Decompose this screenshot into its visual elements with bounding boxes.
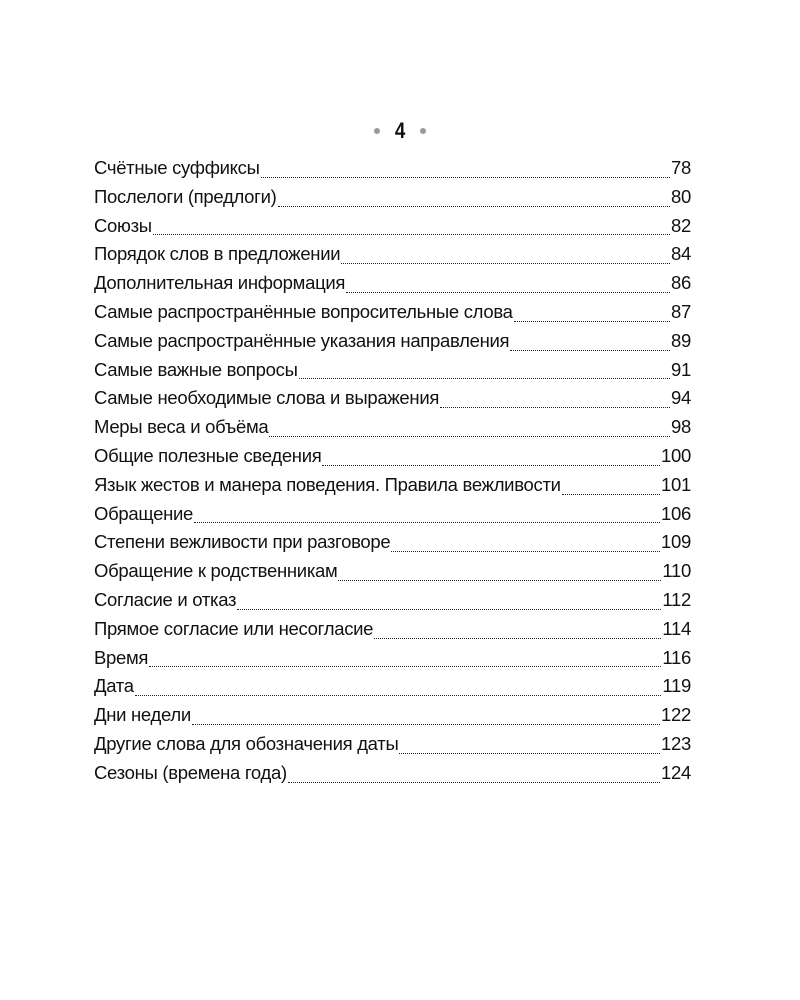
- toc-entry-page-number: 106: [661, 502, 691, 524]
- toc-entry: [94, 215, 691, 244]
- toc-entry-page-number: 91: [671, 358, 691, 380]
- toc-entry-title: Время: [94, 646, 149, 668]
- toc-dot-leader: [278, 205, 671, 207]
- toc-dot-leader: [562, 493, 660, 495]
- toc-entry-title: Счётные суффиксы: [94, 157, 260, 178]
- toc-entry: [94, 445, 691, 474]
- toc-dot-leader: [440, 406, 670, 408]
- toc-entry: [94, 762, 691, 791]
- toc-dot-leader: [135, 694, 662, 696]
- toc-entry: [94, 531, 691, 560]
- toc-entry-page-number: 119: [662, 675, 691, 697]
- toc-entry: [94, 503, 691, 532]
- toc-entry-page-number: 86: [671, 272, 691, 294]
- toc-entry-page-number: 100: [661, 444, 691, 466]
- toc-entry: [94, 272, 691, 301]
- toc-dot-leader: [510, 349, 670, 351]
- toc-entry: [94, 359, 691, 388]
- toc-entry-page-number: 116: [662, 646, 691, 668]
- toc-dot-leader: [299, 377, 670, 379]
- toc-entry-title: Обращение к родственникам: [94, 560, 338, 582]
- toc-entry-title: Меры веса и объёма: [94, 416, 269, 438]
- toc-entry-title: Сезоны (времена года): [94, 761, 287, 783]
- toc-entry-page-number: 98: [671, 416, 691, 438]
- toc-entry-title: Степени вежливости при разговоре: [94, 531, 391, 553]
- toc-entry-page-number: 124: [661, 761, 691, 783]
- toc-dot-leader: [341, 262, 670, 264]
- right-dot-ornament: [420, 128, 426, 134]
- toc-entry-page-number: 110: [662, 560, 691, 582]
- toc-entry: [94, 560, 691, 589]
- toc-entry-page-number: 94: [671, 387, 691, 409]
- toc-dot-leader: [399, 752, 660, 754]
- toc-entry-title: Самые распространённые указания направления: [94, 329, 510, 351]
- toc-dot-leader: [374, 637, 661, 639]
- toc-entry: [94, 157, 691, 186]
- toc-entry-page-number: 84: [671, 243, 691, 265]
- toc-entry-page-number: 112: [662, 588, 691, 610]
- toc-entry: [94, 704, 691, 733]
- toc-entry-page-number: 80: [671, 185, 691, 207]
- toc-entry-page-number: 114: [662, 617, 691, 639]
- toc-entry-title: Дата: [94, 675, 134, 697]
- toc-entry-page-number: 89: [671, 329, 691, 351]
- toc-dot-leader: [391, 550, 660, 552]
- toc-entry-title: Прямое согласие или несогласие: [94, 617, 374, 639]
- toc-entry-page-number: 122: [661, 704, 691, 726]
- toc-entry: [94, 733, 691, 762]
- toc-dot-leader: [322, 464, 660, 466]
- toc-entry-page-number: 82: [671, 214, 691, 236]
- toc-entry-title: Самые важные вопросы: [94, 358, 298, 380]
- page-number: [0, 118, 800, 144]
- toc-dot-leader: [269, 435, 670, 437]
- toc-dot-leader: [338, 579, 661, 581]
- toc-entry-page-number: 123: [661, 732, 691, 754]
- toc-entry: [94, 474, 691, 503]
- toc-entry-title: Порядок слов в предложении: [94, 243, 341, 265]
- toc-entry-title: Обращение: [94, 502, 194, 524]
- page-number-text: 4: [394, 118, 406, 143]
- toc-entry-title: Согласие и отказ: [94, 588, 237, 610]
- toc-entry-page-number: 109: [661, 531, 691, 553]
- toc-entry-page-number: 101: [661, 473, 691, 495]
- toc-entry-title: Союзы: [94, 214, 152, 236]
- toc-entry: [94, 675, 691, 704]
- toc-entry-title: Самые распространённые вопросительные слова: [94, 300, 513, 322]
- toc-entry: [94, 618, 691, 647]
- toc-entry-title: Язык жестов и манера поведения. Правила вежливости: [94, 473, 561, 495]
- toc-entry-page-number: 78: [671, 157, 691, 178]
- toc-entry-title: Общие полезные сведения: [94, 444, 322, 466]
- toc-dot-leader: [192, 723, 660, 725]
- toc-dot-leader: [514, 320, 670, 322]
- toc-dot-leader: [194, 521, 660, 523]
- toc-entry: [94, 416, 691, 445]
- toc-entry: [94, 330, 691, 359]
- toc-entry-title: Другие слова для обозначения даты: [94, 732, 399, 754]
- toc-dot-leader: [288, 781, 660, 783]
- toc-entry: [94, 387, 691, 416]
- table-of-contents: [94, 157, 691, 791]
- toc-entry-title: Дни недели: [94, 704, 191, 726]
- toc-entry-title: Самые необходимые слова и выражения: [94, 387, 440, 409]
- toc-dot-leader: [261, 176, 670, 178]
- toc-dot-leader: [237, 608, 661, 610]
- toc-entry-title: Послелоги (предлоги): [94, 185, 277, 207]
- toc-entry-title: Дополнительная информация: [94, 272, 346, 294]
- toc-entry: [94, 301, 691, 330]
- toc-entry: [94, 243, 691, 272]
- toc-entry: [94, 589, 691, 618]
- toc-dot-leader: [149, 665, 661, 667]
- toc-dot-leader: [346, 291, 670, 293]
- left-dot-ornament: [374, 128, 380, 134]
- toc-entry-page-number: 87: [671, 300, 691, 322]
- toc-entry: [94, 186, 691, 215]
- toc-dot-leader: [153, 233, 670, 235]
- toc-entry: [94, 647, 691, 676]
